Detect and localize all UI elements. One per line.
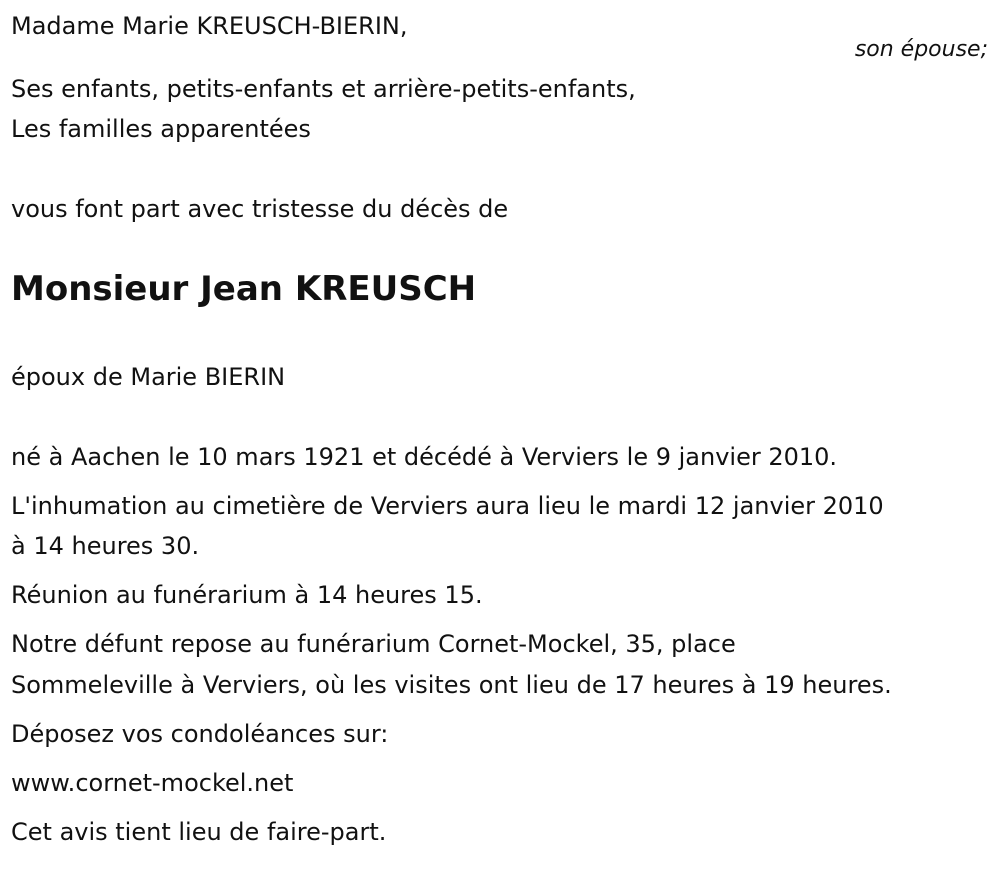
closing-line: Cet avis tient lieu de faire-part. bbox=[11, 818, 387, 846]
intro-text: vous font part avec tristesse du décès de bbox=[11, 195, 509, 223]
birth-death-line: né à Aachen le 10 mars 1921 et décédé à Verviers le 9 janvier 2010. bbox=[11, 443, 838, 471]
spouse-line: époux de Marie BIERIN bbox=[11, 363, 286, 391]
website-link[interactable]: www.cornet-mockel.net bbox=[11, 769, 294, 797]
rest-line-2: Sommeleville à Verviers, où les visites ont lieu de 17 heures à 19 heures. bbox=[11, 671, 892, 699]
burial-line-2: à 14 heures 30. bbox=[11, 532, 200, 560]
condolences-label: Déposez vos condoléances sur: bbox=[11, 720, 389, 748]
widow-role: son épouse; bbox=[854, 37, 988, 62]
family-line-2: Les familles apparentées bbox=[11, 115, 311, 143]
deceased-name: Monsieur Jean KREUSCH bbox=[11, 269, 477, 309]
family-line-1: Ses enfants, petits-enfants et arrière-petits-enfants, bbox=[11, 75, 636, 103]
rest-line-1: Notre défunt repose au funérarium Cornet-Mockel, 35, place bbox=[11, 630, 736, 658]
widow-line: Madame Marie KREUSCH-BIERIN, bbox=[11, 12, 408, 40]
meeting-line: Réunion au funérarium à 14 heures 15. bbox=[11, 581, 483, 609]
burial-line-1: L'inhumation au cimetière de Verviers aura lieu le mardi 12 janvier 2010 bbox=[11, 492, 884, 520]
